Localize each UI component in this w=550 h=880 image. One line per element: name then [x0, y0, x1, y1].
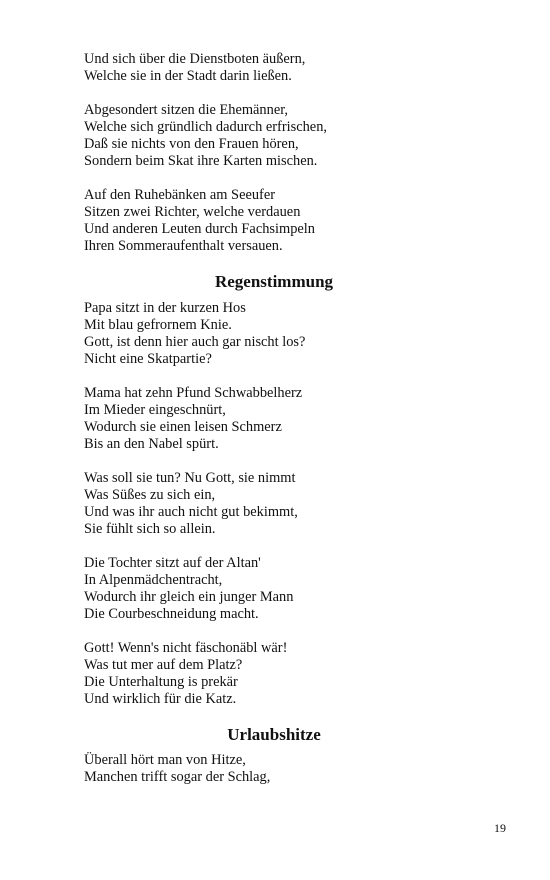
- verse-line: Die Courbeschneidung macht.: [84, 606, 259, 622]
- verse-line: Die Tochter sitzt auf der Altan': [84, 555, 261, 571]
- page-content: [84, 51, 464, 803]
- stanza: [84, 51, 464, 85]
- verse-line: Wodurch sie einen leisen Schmerz: [84, 419, 282, 435]
- verse-line: Manchen trifft sogar der Schlag,: [84, 769, 271, 785]
- poem-title: Regenstimmung: [214, 272, 334, 291]
- stanza: [84, 555, 464, 623]
- verse-line: Was tut mer auf dem Platz?: [84, 657, 243, 673]
- verse-line: Die Unterhaltung is prekär: [84, 674, 238, 690]
- verse-line: Mit blau gefrornem Knie.: [84, 317, 232, 333]
- verse-line: Und wirklich für die Katz.: [84, 691, 237, 707]
- verse-line: Bis an den Nabel spürt.: [84, 436, 219, 452]
- verse-line: Gott, ist denn hier auch gar nischt los?: [84, 334, 306, 350]
- verse-line: Nicht eine Skatpartie?: [84, 351, 212, 367]
- verse-line: Daß sie nichts von den Frauen hören,: [84, 136, 299, 152]
- verse-line: Sondern beim Skat ihre Karten mischen.: [84, 153, 318, 169]
- verse-line: Abgesondert sitzen die Ehemänner,: [84, 102, 289, 118]
- verse-line: Papa sitzt in der kurzen Hos: [84, 300, 246, 316]
- verse-line: Welche sie in der Stadt darin ließen.: [84, 68, 292, 84]
- verse-line: Was Süßes zu sich ein,: [84, 487, 216, 503]
- verse-line: Sie fühlt sich so allein.: [84, 521, 216, 537]
- verse-line: Im Mieder eingeschnürt,: [84, 402, 226, 418]
- poem-title: Urlaubshitze: [227, 725, 321, 744]
- verse-line: Und was ihr auch nicht gut bekimmt,: [84, 504, 298, 520]
- verse-line: Und sich über die Dienstboten äußern,: [84, 51, 306, 67]
- stanza: [84, 640, 464, 708]
- verse-line: Gott! Wenn's nicht fäschonäbl wär!: [84, 640, 288, 656]
- verse-line: Wodurch ihr gleich ein junger Mann: [84, 589, 294, 605]
- page-number: 19: [494, 821, 506, 835]
- verse-line: Was soll sie tun? Nu Gott, sie nimmt: [84, 470, 296, 486]
- verse-line: Sitzen zwei Richter, welche verdauen: [84, 204, 301, 220]
- verse-line: Welche sich gründlich dadurch erfrischen,: [84, 119, 327, 135]
- verse-line: Überall hört man von Hitze,: [84, 752, 246, 768]
- verse-line: In Alpenmädchentracht,: [84, 572, 223, 588]
- stanza: [84, 385, 464, 453]
- verse-line: Auf den Ruhebänken am Seeufer: [84, 187, 276, 203]
- stanza: [84, 187, 464, 255]
- stanza: [84, 300, 464, 368]
- stanza: [84, 752, 464, 786]
- stanza: [84, 470, 464, 538]
- verse-line: Ihren Sommeraufenthalt versauen.: [84, 238, 283, 254]
- stanza: [84, 102, 464, 170]
- verse-line: Und anderen Leuten durch Fachsimpeln: [84, 221, 315, 237]
- verse-line: Mama hat zehn Pfund Schwabbelherz: [84, 385, 303, 401]
